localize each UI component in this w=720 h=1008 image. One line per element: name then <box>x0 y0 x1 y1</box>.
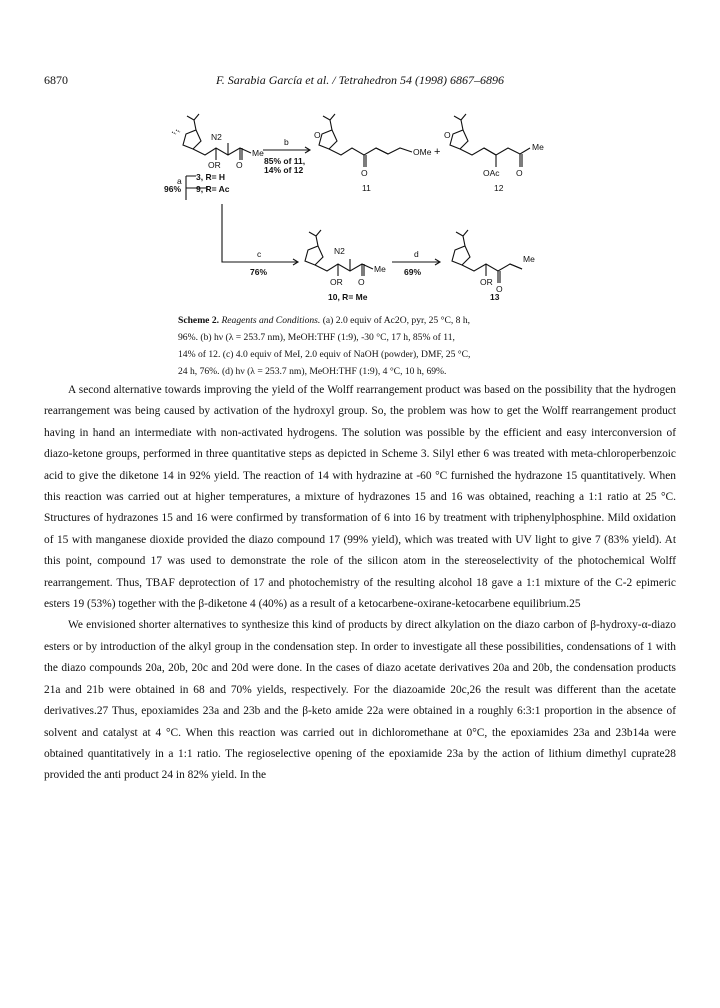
arrow-b <box>263 147 310 153</box>
label-or-10: OR <box>330 277 343 287</box>
label-me-12: Me <box>532 142 544 152</box>
label-me-3: Me <box>252 148 264 158</box>
label-o-11: O <box>361 168 368 178</box>
running-head: F. Sarabia García et al. / Tetrahedron 54 (1998) 6867–6896 <box>215 73 505 87</box>
label-yield-c: 76% <box>250 267 268 277</box>
label-o-10: O <box>358 277 365 287</box>
label-yield-a: 96% <box>164 184 182 194</box>
label-o-ring-11: O <box>314 130 321 140</box>
paragraph-1: A second alternative towards improving the yield of the Wolff rearrangement product was based on the possibility that the hydrogen rearrangement was being caused by activation of the hydroxyl group. So, the problem was how to get the Wolff rearrangement product having in hand an intermediate with non-activated hydrogens. The solution was possible by the efficient and easy interconversion of diazo-ketone groups, performed in three quantitative steps as depicted in Scheme 3. Silyl ether 6 was treated with meta-chloroperbenzoic acid to give the diketone 14 in 92% yield. The reaction of 14 with hydrazine at -60 °C furnished the hydrazone 15 quantitatively. When this reaction was carried out at higher temperatures, a mixture of hydrazones 15 and 16 was obtained, reaching a 1:1 ratio at 25 °C. Structures of hydrazones 15 and 16 were confirmed by transformation of 6 into 16 by treatment with triphenylphosphine. Mild oxidation of 15 with manganese dioxide provided the diazo compound 17 (99% yield), which was treated with UV light to give 7 (83% yield). At this point, compound 17 was used to demonstrate the role of the silicon atom in the stereoselectivity of the photochemical Wolff rearrangement. Thus, TBAF deprotection of 17 and photochemistry of the resulting alcohol 18 gave a 1:1 mixture of the C-2 epimeric esters 19 (53%) together with the β-diketone 4 (40%) as a result of a ketocarbene-oxirane-ketocarbene equilibrium.25 <box>44 384 676 611</box>
label-step-a: a <box>177 176 182 186</box>
caption-lead: Reagents and Conditions. <box>221 315 321 326</box>
label-yield-d: 69% <box>404 267 422 277</box>
label-me-13: Me <box>523 254 535 264</box>
label-ome-11: OMe <box>413 147 432 157</box>
compound-13-structure <box>452 230 522 283</box>
page-number: 6870 <box>44 73 68 87</box>
label-step-d: d <box>414 249 419 259</box>
caption-line-1: (a) 2.0 equiv of Ac2O, pyr, 25 °C, 8 h, <box>320 315 471 326</box>
label-cmpd-11: 11 <box>362 183 371 193</box>
label-cmpd-10: 10, R= Me <box>328 292 368 302</box>
label-step-b: b <box>284 137 289 147</box>
label-n2-3: N2 <box>211 132 222 142</box>
label-o-13: O <box>496 284 503 294</box>
scheme-2-diagram <box>0 112 720 307</box>
caption-line-4: 24 h, 76%. (d) hν (λ = 253.7 nm), MeOH:THF (1:9), 4 °C, 10 h, 69%. <box>178 366 447 377</box>
label-o-ring-12: O <box>444 130 451 140</box>
label-sub-3: 3, R= H <box>196 172 226 182</box>
label-or-3: OR <box>208 160 221 170</box>
label-cmpd-13: 13 <box>490 292 500 302</box>
label-sub-9: 9, R= Ac <box>196 184 230 194</box>
label-me-10: Me <box>374 264 386 274</box>
arrow-d <box>392 259 440 265</box>
label-o-12: O <box>516 168 523 178</box>
compound-11-structure <box>319 114 412 167</box>
body-text <box>44 380 676 787</box>
label-or-13: OR <box>480 277 493 287</box>
label-yield-b-11: 85% of 11, <box>264 156 306 166</box>
label-n2-10: N2 <box>334 246 345 256</box>
caption-line-3: 14% of 12. (c) 4.0 equiv of MeI, 2.0 equiv of NaOH (powder), DMF, 25 °C, <box>178 349 471 360</box>
paragraph-2: We envisioned shorter alternatives to synthesize this kind of products by direct alkylation on the diazo carbon of β-hydroxy-α-diazo esters or by introduction of the alkyl group in the condensation step. In order to investigate all these possibilities, condensations of 1 with the diazo compounds 20a, 20b, 20c and 20d were done. In the cases of diazo acetate derivatives 20a and 20b, the condensation products 21a and 21b were obtained in 68 and 70% yields, respectively. For the diazoamide 20c,26 the result was different than the acetate derivatives.27 Thus, epoxiamides 23a and 23b and the β-keto amide 22a were obtained in a roughly 6:3:1 proportion in the absence of solvent and catalyst at 4 °C. When this reaction was carried out in dichloromethane at 0°C, the epoxiamides 23a and 23b14a were obtained quantitatively in a 1:1 ratio. The regioselective opening of the epoxiamide 23a by the action of lithium dimethyl cuprate28 provided the anti product 24 in 82% yield. In the <box>44 619 676 782</box>
caption-line-2: 96%. (b) hν (λ = 253.7 nm), MeOH:THF (1:9), -30 °C, 17 h, 85% of 11, <box>178 332 455 343</box>
label-oac-12: OAc <box>483 168 500 178</box>
label-o-3: O <box>236 160 243 170</box>
compound-12-structure <box>450 114 530 167</box>
label-plus: + <box>434 146 441 158</box>
label-cmpd-12: 12 <box>494 183 504 193</box>
label-step-c: c <box>257 249 262 259</box>
caption-number: Scheme 2. <box>178 315 220 326</box>
scheme-caption <box>178 312 578 380</box>
label-yield-b-12: 14% of 12 <box>264 165 304 175</box>
